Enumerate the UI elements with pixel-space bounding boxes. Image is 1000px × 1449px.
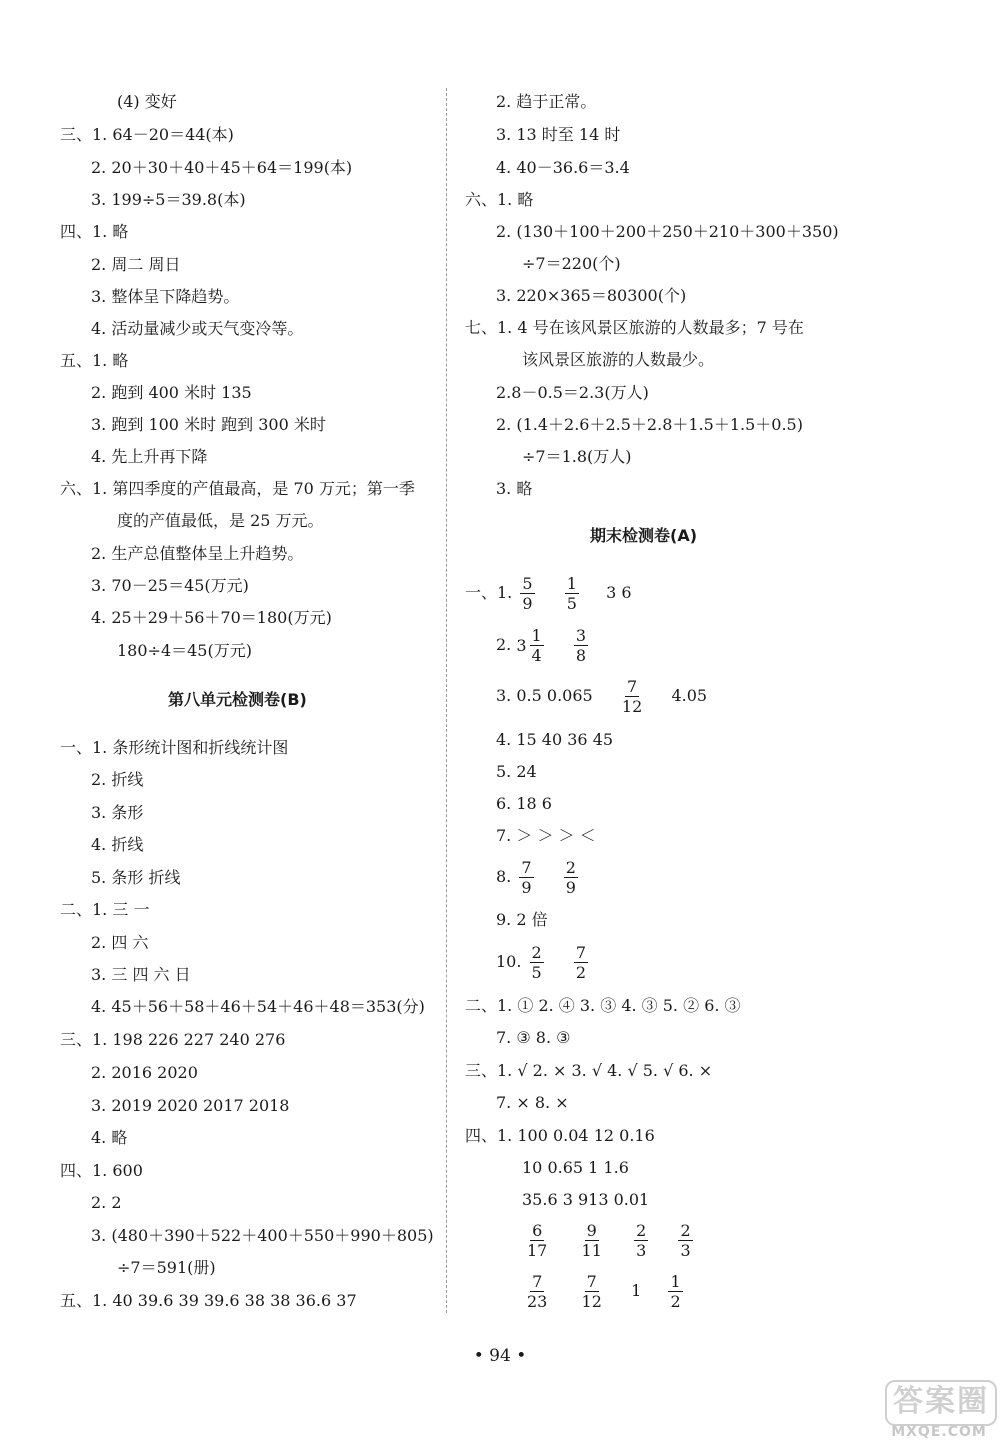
answer-line: 4. 折线 (91, 835, 144, 854)
fraction: $\frac{2}{3}$ (636, 1221, 647, 1260)
answer-line: 2.8－0.5＝2.3(万人) (496, 383, 649, 402)
answer-line: 七、1. 4 号在该风景区旅游的人数最多；7 号在 (465, 318, 804, 337)
answer-line: 4. 45＋56＋58＋46＋54＋46＋48＝353(分) (91, 997, 425, 1016)
answer-line: 3. 70－25＝45(万元) (91, 576, 249, 595)
answer-line: 2. 2016 2020 (91, 1063, 198, 1082)
answer-line: 3. 跑到 100 米时 跑到 300 米时 (91, 415, 326, 434)
fraction: $\frac{2}{3}$ (680, 1221, 691, 1260)
answer-line: 四、1. 100 0.04 12 0.16 (465, 1126, 655, 1145)
answer-line: 7. × 8. × (496, 1093, 569, 1112)
answer-line: 度的产值最低，是 25 万元。 (117, 511, 324, 530)
answer-line: 二、1. 三 一 (60, 900, 150, 919)
answer-line: 3. 220×365＝80300(个) (496, 286, 687, 305)
answer-line: 8. $\frac{7}{9}$ $\frac{2}{9}$ (496, 858, 576, 897)
answer-line: 7. ③ 8. ③ (496, 1028, 571, 1047)
answer-line: 3. 三 四 六 日 (91, 965, 191, 984)
answer-line: 2. 2 (91, 1193, 122, 1212)
answer-line: 三、1. 64－20＝44(本) (60, 125, 234, 144)
answer-line: 9. 2 倍 (496, 910, 548, 929)
answer-line: 五、1. 40 39.6 39 39.6 38 38 36.6 37 (60, 1291, 357, 1310)
answer-line: 4. 40－36.6＝3.4 (496, 158, 630, 177)
answer-line: ÷7＝591(册) (117, 1258, 216, 1277)
answer-line: 2. 趋于正常。 (496, 92, 597, 111)
answer-line: ÷7＝1.8(万人) (522, 447, 632, 466)
answer-line: 2. (1.4＋2.6＋2.5＋2.8＋1.5＋1.5＋0.5) (496, 415, 803, 434)
answer-line: 3. 略 (496, 479, 533, 498)
fraction: $\frac{7}{12}$ (621, 677, 643, 716)
answer-line: 五、1. 略 (60, 351, 129, 370)
section-heading: 期末检测卷(A) (590, 526, 698, 545)
answer-line: 四、1. 略 (60, 222, 129, 241)
answer-line: 六、1. 第四季度的产值最高，是 70 万元；第一季 (60, 479, 415, 498)
answer-line: 7. ＞ ＞ ＞ ＜ (496, 826, 596, 845)
answer-line: 2. 跑到 400 米时 135 (91, 383, 252, 402)
section-heading: 第八单元检测卷(B) (168, 690, 307, 709)
answer-line: 3. 0.5 0.065 $\frac{7}{12}$ 4.05 (496, 677, 708, 716)
fraction: $\frac{1}{2}$ (670, 1272, 681, 1311)
answer-line: 三、1. 198 226 227 240 276 (60, 1030, 286, 1049)
answer-line: 5. 24 (496, 762, 537, 781)
answer-line: 2. 折线 (91, 770, 144, 789)
answer-line: 2. 四 六 (91, 933, 149, 952)
answer-line: $\frac{7}{23}$ $\frac{7}{12}$ 1 $\frac{1}{2}$ (527, 1272, 681, 1311)
answer-line: 2. 生产总值整体呈上升趋势。 (91, 544, 304, 563)
watermark-logo (885, 1380, 993, 1440)
answer-line: 三、1. √ 2. × 3. √ 4. √ 5. √ 6. × (465, 1061, 713, 1080)
answer-line: 2. 周二 周日 (91, 255, 181, 274)
answer-line: 6. 18 6 (496, 794, 552, 813)
answer-line: 4. 15 40 36 45 (496, 730, 614, 749)
answer-line: ÷7＝220(个) (522, 254, 621, 273)
fraction: $\frac{7}{2}$ (575, 943, 587, 982)
fraction: $\frac{3}{8}$ (575, 626, 587, 665)
answer-line: 3. 条形 (91, 803, 144, 822)
answer-line: 一、1. 条形统计图和折线统计图 (60, 738, 289, 757)
answer-line (522, 1221, 696, 1260)
fraction: $\frac{7}{23}$ (527, 1272, 548, 1311)
answer-line: 四、1. 600 (60, 1161, 143, 1180)
answer-line: (4) 变好 (117, 92, 177, 111)
fraction: $\frac{2}{5}$ (531, 943, 542, 982)
answer-line: 一、1. $\frac{5}{9}$ $\frac{1}{5}$ 3 6 (465, 574, 632, 613)
fraction: $\frac{2}{9}$ (565, 858, 576, 897)
answer-line: 10 0.65 1 1.6 (522, 1158, 629, 1177)
answer-line: 2. 3 $\frac{1}{4}$ $\frac{3}{8}$ (496, 626, 587, 665)
fraction: $\frac{7}{12}$ (581, 1272, 602, 1311)
answer-line: 3. (480＋390＋522＋400＋550＋990＋805) (91, 1226, 434, 1245)
column-divider (446, 88, 447, 1313)
answer-line: 35.6 3 913 0.01 (522, 1190, 650, 1209)
fraction: $\frac{1}{5}$ (566, 574, 577, 613)
answer-line: 4. 活动量减少或天气变冷等。 (91, 319, 304, 338)
answer-line: 4. 先上升再下降 (91, 447, 208, 466)
mixed-number: 3 $\frac{1}{4}$ (516, 626, 542, 665)
watermark-site: MXQE.COM (891, 1424, 987, 1440)
fraction: $\frac{9}{11}$ (581, 1221, 602, 1260)
answer-line: 3. 199÷5＝39.8(本) (91, 190, 246, 209)
answer-line: 该风景区旅游的人数最少。 (522, 350, 715, 369)
answer-line: 二、1. ① 2. ④ 3. ③ 4. ③ 5. ② 6. ③ (465, 996, 741, 1015)
answer-line: 3. 2019 2020 2017 2018 (91, 1096, 290, 1115)
fraction: $\frac{7}{9}$ (521, 858, 532, 897)
answer-line: 4. 25＋29＋56＋70＝180(万元) (91, 608, 332, 627)
answer-line: 3. 整体呈下降趋势。 (91, 287, 240, 306)
answer-line: 六、1. 略 (465, 190, 534, 209)
answer-line: 180÷4＝45(万元) (117, 641, 252, 660)
fraction: $\frac{6}{17}$ (527, 1221, 548, 1260)
answer-line: 2. (130＋100＋200＋250＋210＋300＋350) (496, 222, 839, 241)
fraction: $\frac{5}{9}$ (522, 574, 533, 613)
answer-line: 5. 条形 折线 (91, 868, 181, 887)
answer-line: 2. 20＋30＋40＋45＋64＝199(本) (91, 158, 353, 177)
answer-line: 3. 13 时至 14 时 (496, 125, 621, 144)
watermark-logo-mark: 答案圈 (885, 1380, 997, 1426)
page-number: • 94 • (473, 1346, 527, 1366)
answer-line: 10. $\frac{2}{5}$ $\frac{7}{2}$ (496, 943, 587, 982)
answer-line: 4. 略 (91, 1128, 128, 1147)
